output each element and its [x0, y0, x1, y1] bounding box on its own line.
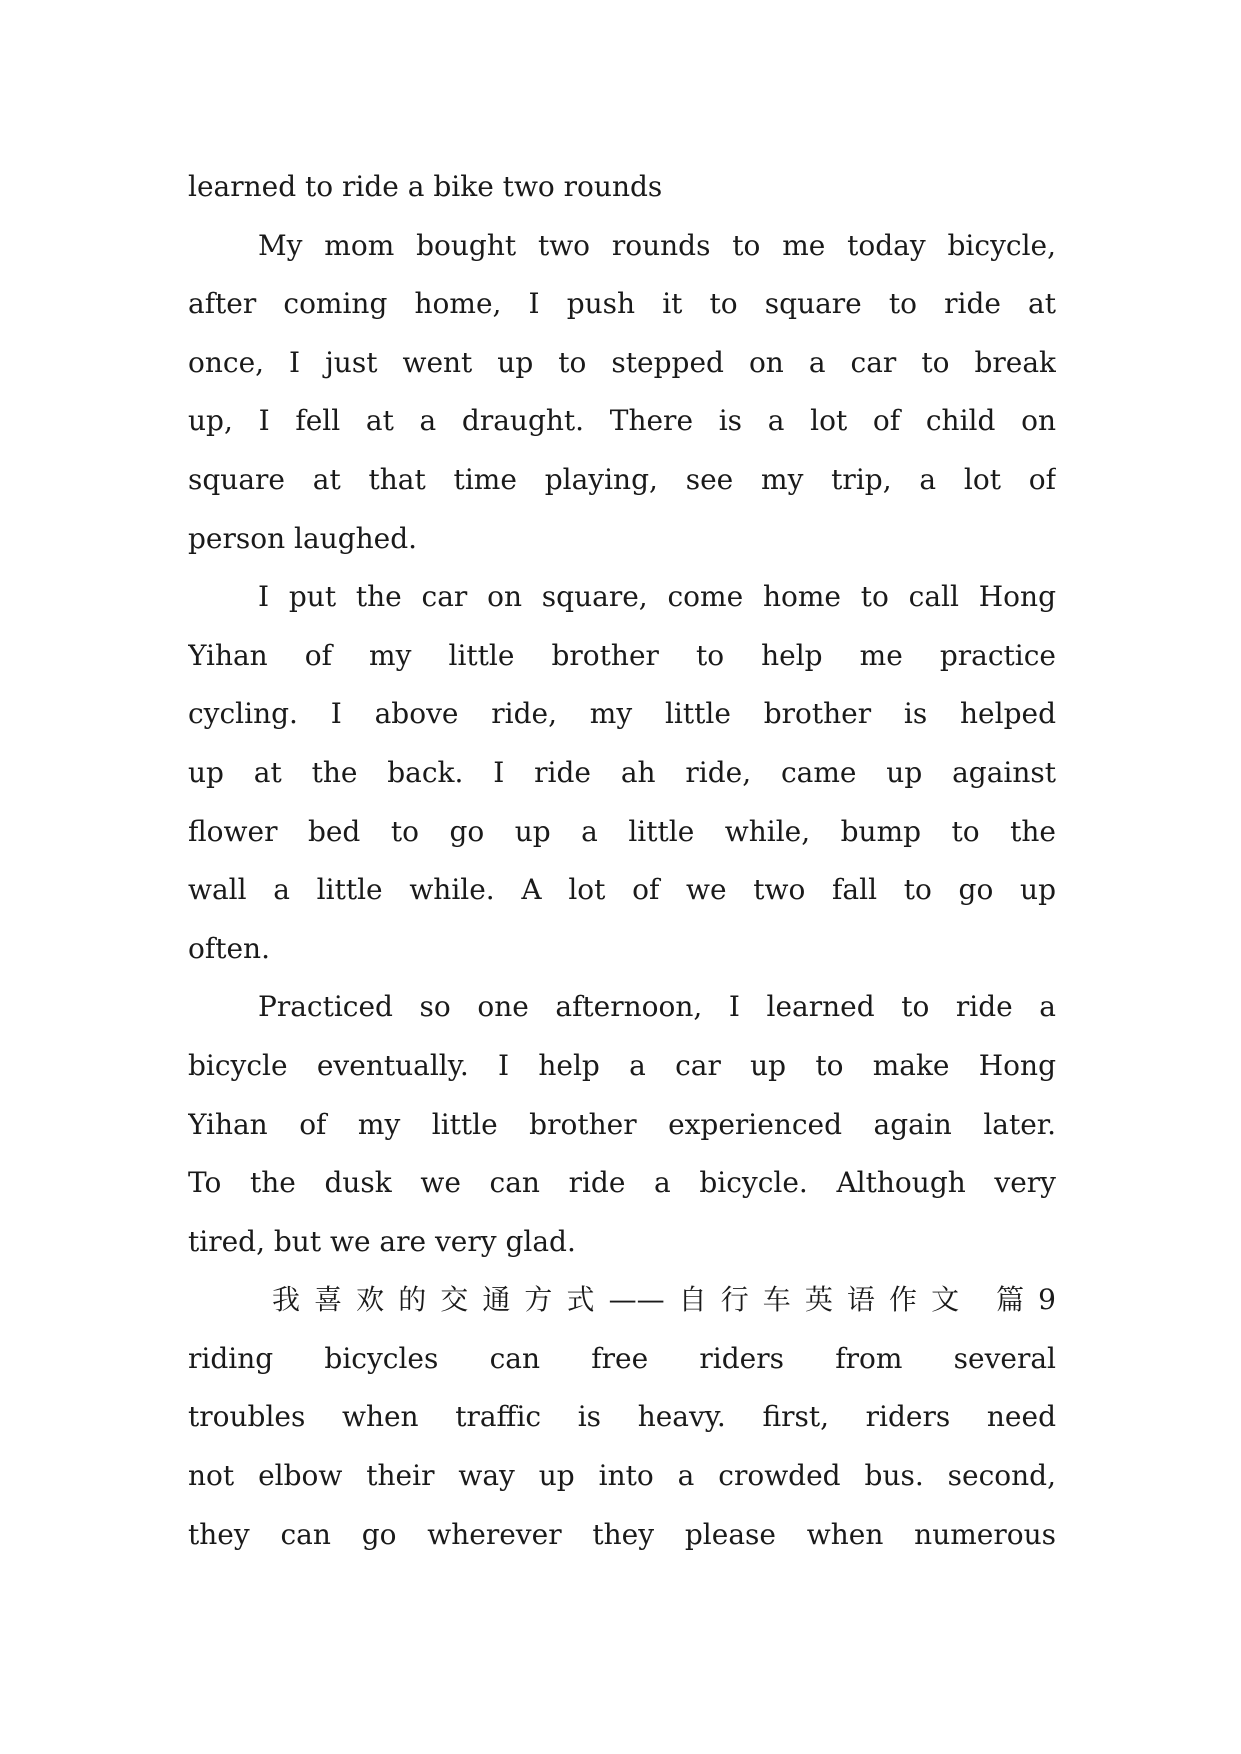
text-line: Practiced so one afternoon, I learned to ride a — [258, 990, 1056, 1024]
text-line: flower bed to go up a little while, bump to the — [188, 814, 1056, 848]
text-line: wall a little while. A lot of we two fall to go up — [188, 873, 1056, 907]
text-line: bicycle eventually. I help a car up to make Hong — [188, 1048, 1056, 1082]
text-line: riding bicycles can free riders from several — [188, 1341, 1056, 1375]
text-line: they can go wherever they please when numerous — [188, 1517, 1056, 1551]
text-line: up at the back. I ride ah ride, came up against — [188, 755, 1056, 789]
text-line: cycling. I above ride, my little brother is helped — [188, 697, 1056, 731]
essay-text — [188, 158, 1056, 1564]
text-line: My mom bought two rounds to me today bicycle, — [258, 228, 1056, 262]
text-line: Yihan of my little brother to help me practice — [188, 638, 1056, 672]
text-line: often. — [188, 931, 270, 965]
text-line: not elbow their way up into a crowded bus. second, — [188, 1459, 1056, 1493]
text-line: learned to ride a bike two rounds — [188, 170, 663, 203]
text-line: I put the car on square, come home to call Hong — [258, 580, 1056, 614]
text-line: once, I just went up to stepped on a car to break — [188, 345, 1056, 379]
text-line: square at that time playing, see my trip, a lot of — [188, 462, 1056, 496]
text-line: person laughed. — [188, 521, 418, 555]
text-line: after coming home, I push it to square to ride at — [188, 287, 1056, 321]
text-line: To the dusk we can ride a bicycle. Although very — [188, 1166, 1056, 1200]
text-line: up, I fell at a draught. There is a lot of child on — [188, 404, 1056, 438]
text-line: tired, but we are very glad. — [188, 1224, 576, 1258]
section-heading-line: 我喜欢的交通方式——自行车英语作文 篇9 — [272, 1283, 1056, 1317]
text-line: troubles when traffic is heavy. first, riders need — [188, 1400, 1056, 1434]
text-line: Yihan of my little brother experienced again later. — [188, 1107, 1056, 1141]
